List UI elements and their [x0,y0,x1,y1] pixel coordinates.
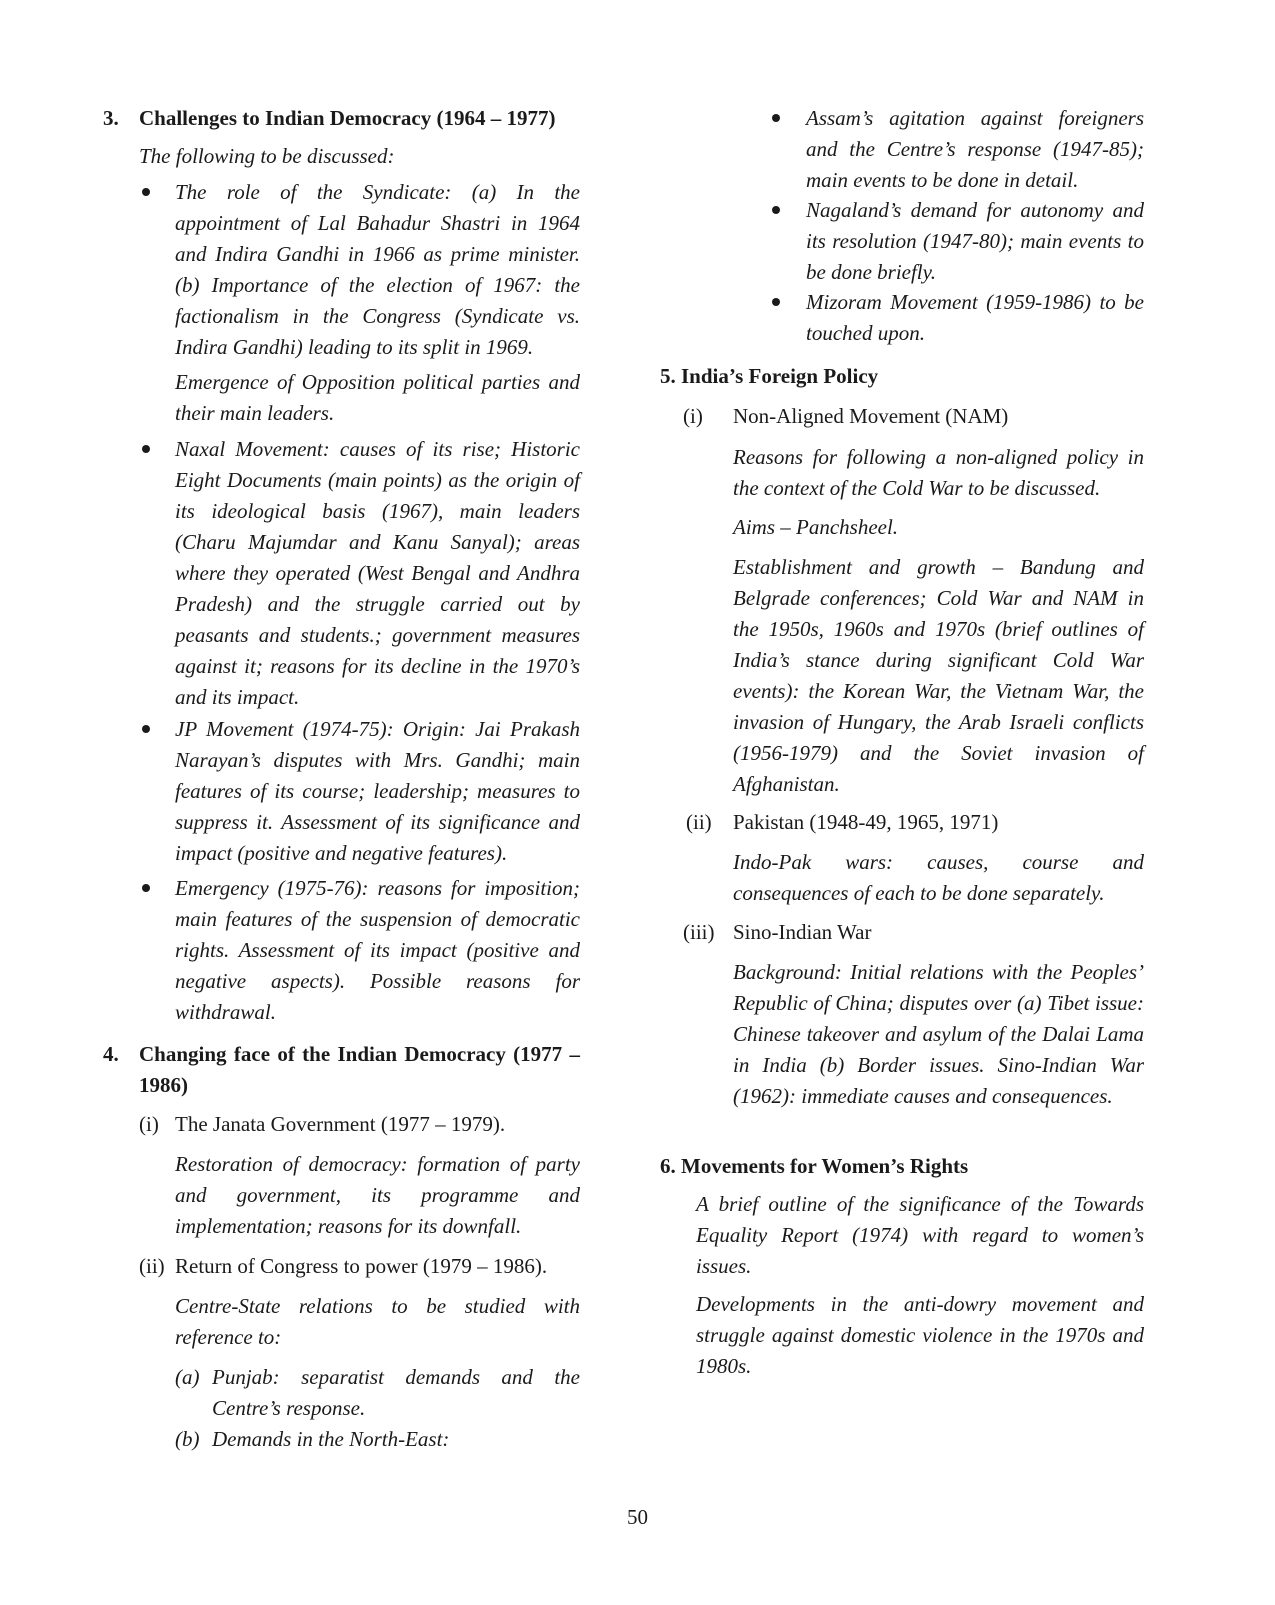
item-b-label: (b) [175,1427,200,1451]
centre-state-paragraph: Centre-State relations to be studied with reference to: [175,1294,580,1349]
bullet-icon [142,445,150,453]
subsection-ii-label: (ii) [139,1254,165,1278]
bullet-icon [142,884,150,892]
bullet-icon [142,725,150,733]
section-3-number: 3. [103,106,119,130]
mizoram-paragraph: Mizoram Movement (1959-1986) to be touched upon. [806,290,1144,345]
pakistan-title: Pakistan (1948-49, 1965, 1971) [733,810,999,834]
sino-indian-paragraph: Background: Initial relations with the Peoples’ Republic of China; disputes over (a) Tibet issue: Chinese takeover and asylum of the Dalai Lama in India (b) Border issues. Sino-Indian War (1962): immediate causes and consequences. [733,960,1144,1108]
page-number: 50 [627,1505,648,1529]
bullet-icon [772,206,780,214]
nam-aims-paragraph: Aims – Panchsheel. [733,515,899,539]
sino-indian-title: Sino-Indian War [733,920,872,944]
subsection-i-title: The Janata Government (1977 – 1979). [175,1112,506,1136]
emergency-paragraph: Emergency (1975-76): reasons for imposition; main features of the suspension of democratic rights. Assessment of its impact (positive and negative aspects). Possible reasons for withdrawal. [175,876,580,1024]
section-6-title: 6. Movements for Women’s Rights [660,1154,969,1178]
syndicate-paragraph: The role of the Syndicate: (a) In the appointment of Lal Bahadur Shastri in 1964 and Indira Gandhi in 1966 as prime minister. (b) Importance of the election of 1967: the factionalism in the Congress (Syndicate vs. Indira Gandhi) leading to its split in 1969. [175,180,580,359]
subsection-ii-title: Return of Congress to power (1979 – 1986). [175,1254,548,1278]
section-3-title: Challenges to Indian Democracy (1964 – 1977) [139,106,556,130]
section-4-title: Changing face of the Indian Democracy (1977 – 1986) [139,1042,580,1097]
assam-paragraph: Assam’s agitation against foreigners and the Centre’s response (1947-85); main events to be done in detail. [806,106,1144,192]
item-a-label: (a) [175,1365,200,1389]
bullet-icon [142,188,150,196]
nagaland-paragraph: Nagaland’s demand for autonomy and its resolution (1947-80); main events to be done briefly. [806,198,1144,284]
section-5-title: 5. India’s Foreign Policy [660,364,879,388]
subsection-i-label: (i) [139,1112,159,1136]
anti-dowry-paragraph: Developments in the anti-dowry movement and struggle against domestic violence in the 1970s and 1980s. [696,1292,1144,1378]
subsection-i-label: (i) [683,404,703,428]
section-3-intro: The following to be discussed: [139,144,395,168]
bullet-icon [772,298,780,306]
subsection-iii-label: (iii) [683,920,715,944]
naxal-paragraph: Naxal Movement: causes of its rise; Historic Eight Documents (main points) as the origin of its ideological basis (1967), main leaders (Charu Majumdar and Kanu Sanyal); areas where they operated (West Bengal and Andhra Pradesh) and the struggle carried out by peasants and students.; government measures against it; reasons for its decline in the 1970’s and its impact. [175,437,580,709]
section-4-number: 4. [103,1042,119,1066]
janata-paragraph: Restoration of democracy: formation of party and government, its programme and implementation; reasons for its downfall. [175,1152,580,1238]
opposition-paragraph: Emergence of Opposition political parties and their main leaders. [175,370,580,425]
north-east-paragraph: Demands in the North-East: [212,1427,450,1451]
bullet-icon [772,114,780,122]
punjab-paragraph: Punjab: separatist demands and the Centre’s response. [212,1365,580,1420]
nam-title: Non-Aligned Movement (NAM) [733,404,1009,428]
nam-reasons-paragraph: Reasons for following a non-aligned policy in the context of the Cold War to be discussed. [733,445,1144,500]
jp-movement-paragraph: JP Movement (1974-75): Origin: Jai Prakash Narayan’s disputes with Mrs. Gandhi; main features of its course; leadership; measures to suppress it. Assessment of its significance and impact (positive and negative features). [175,717,580,865]
subsection-ii-label: (ii) [686,810,712,834]
towards-equality-paragraph: A brief outline of the significance of the Towards Equality Report (1974) with regard to women’s issues. [696,1192,1144,1278]
nam-growth-paragraph: Establishment and growth – Bandung and Belgrade conferences; Cold War and NAM in the 1950s, 1960s and 1970s (brief outlines of India’s stance during significant Cold War events): the Korean War, the Vietnam War, the invasion of Hungary, the Arab Israeli conflicts (1956-1979) and the Soviet invasion of Afghanistan. [733,555,1144,796]
indo-pak-paragraph: Indo-Pak wars: causes, course and consequences of each to be done separately. [733,850,1144,905]
